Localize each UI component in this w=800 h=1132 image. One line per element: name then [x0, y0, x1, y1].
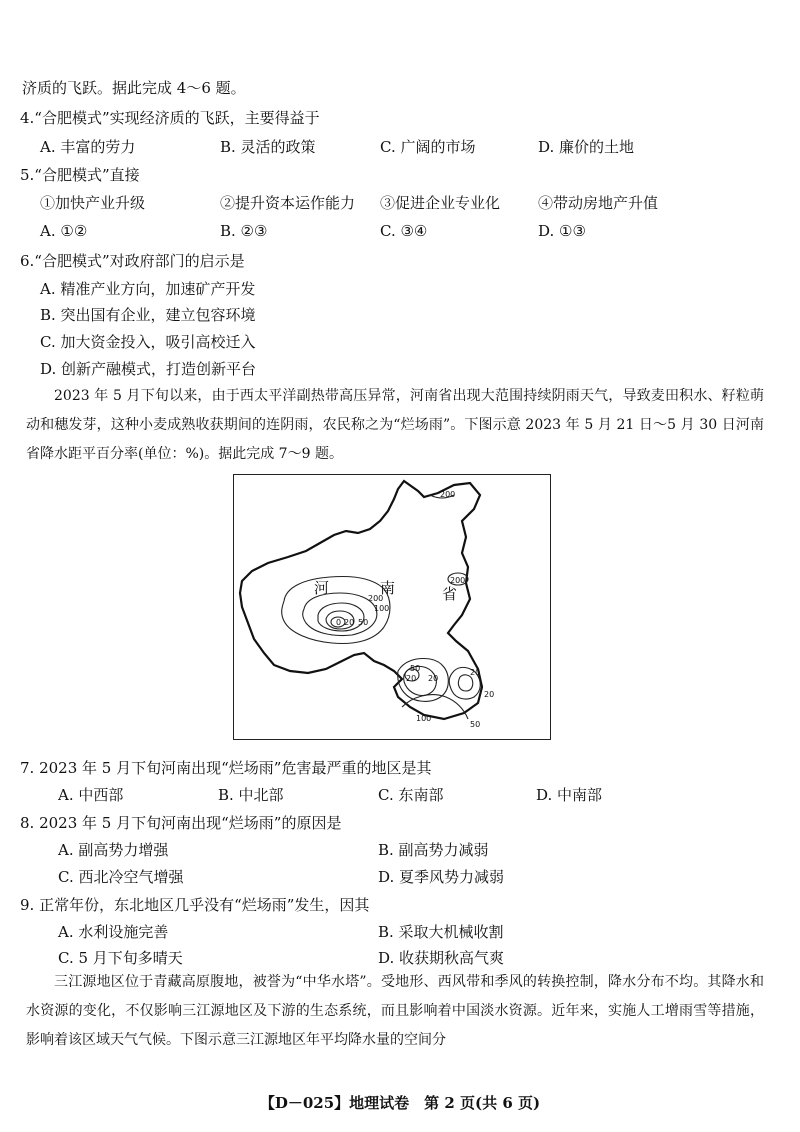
q5-option-a: A. ①② [40, 222, 88, 240]
q4-option-b: B. 灵活的政策 [220, 138, 316, 156]
q5-option-c: C. ③④ [380, 222, 428, 240]
question-5-stem: 5.“合肥模式”直接 [20, 166, 140, 184]
q9-option-d: D. 收获期秋高气爽 [378, 949, 505, 967]
question-4-stem: 4.“合肥模式”实现经济质的飞跃，主要得益于 [20, 109, 320, 127]
q8-option-c: C. 西北冷空气增强 [58, 868, 184, 886]
contour-label: 20 [344, 618, 355, 627]
contour-label: 100 [374, 604, 390, 613]
q6-option-c: C. 加大资金投入，吸引高校迁入 [40, 333, 256, 351]
contour-label: 20 [428, 674, 439, 683]
q6-option-b: B. 突出国有企业，建立包容环境 [40, 306, 256, 324]
province-char-nan: 南 [380, 579, 396, 597]
passage-lanchangyu: 2023 年 5 月下旬以来，由于西太平洋副热带高压异常，河南省出现大范围持续阴雨天气，导致麦田积水、籽粒萌动和穗发芽，这种小麦成熟收获期间的连阴雨，农民称之为“烂场雨”。下图示意 2023 年 5 月 21 日～5 月 30 日河南省降水距平百分率(单位：%)。据此完成 7～9 题。 [26, 388, 764, 462]
q8-option-d: D. 夏季风势力减弱 [378, 868, 505, 886]
province-char-sheng: 省 [442, 585, 458, 603]
q5-item-4: ④带动房地产升值 [538, 194, 659, 212]
contour-label: 50 [410, 664, 421, 673]
contour-label: 50 [470, 720, 481, 729]
q5-option-d: D. ①③ [538, 222, 586, 240]
q5-item-1: ①加快产业升级 [40, 194, 146, 212]
map-svg [234, 475, 550, 739]
q4-option-a: A. 丰富的劳力 [40, 138, 136, 156]
question-8-stem: 8. 2023 年 5 月下旬河南出现“烂场雨”的原因是 [20, 814, 342, 832]
contour-label: 20 [484, 690, 495, 699]
question-7-stem: 7. 2023 年 5 月下旬河南出现“烂场雨”危害最严重的地区是其 [20, 759, 432, 777]
q7-option-c: C. 东南部 [378, 786, 444, 804]
q7-option-b: B. 中北部 [218, 786, 284, 804]
contour-line [458, 675, 472, 691]
contour-label: 0 [336, 618, 342, 627]
q5-option-b: B. ②③ [220, 222, 268, 240]
contour-label: 50 [358, 618, 369, 627]
q4-option-d: D. 廉价的土地 [538, 138, 635, 156]
henan-precipitation-anomaly-map [233, 474, 551, 740]
contour-label: 200 [450, 576, 466, 585]
q6-option-d: D. 创新产融模式，打造创新平台 [40, 360, 257, 378]
contour-label: 200 [368, 594, 384, 603]
q8-option-a: A. 副高势力增强 [58, 841, 169, 859]
contour-label: 100 [416, 714, 432, 723]
question-6-stem: 6.“合肥模式”对政府部门的启示是 [20, 252, 245, 270]
intro-line: 济质的飞跃。据此完成 4～6 题。 [22, 79, 246, 97]
q7-option-d: D. 中南部 [536, 786, 603, 804]
contour-label: 20 [470, 668, 481, 677]
page-footer: 【D－025】地理试卷 第 2 页(共 6 页) [259, 1094, 541, 1112]
province-char-he: 河 [314, 579, 330, 597]
q9-option-b: B. 采取大机械收割 [378, 923, 504, 941]
contour-label: 200 [440, 490, 456, 499]
q9-option-c: C. 5 月下旬多晴天 [58, 949, 183, 967]
q6-option-a: A. 精准产业方向，加速矿产开发 [40, 280, 256, 298]
q5-item-3: ③促进企业专业化 [380, 194, 501, 212]
contour-label: 20 [406, 674, 417, 683]
question-9-stem: 9. 正常年份，东北地区几乎没有“烂场雨”发生，因其 [20, 896, 370, 914]
q4-option-c: C. 广阔的市场 [380, 138, 476, 156]
q8-option-b: B. 副高势力减弱 [378, 841, 489, 859]
q5-item-2: ②提升资本运作能力 [220, 194, 356, 212]
q7-option-a: A. 中西部 [58, 786, 124, 804]
q9-option-a: A. 水利设施完善 [58, 923, 169, 941]
passage-sanjiangyuan: 三江源地区位于青藏高原腹地，被誉为“中华水塔”。受地形、西风带和季风的转换控制，降水分布不均。其降水和水资源的变化，不仅影响三江源地区及下游的生态系统，而且影响着中国淡水资源。近年来，实施人工增雨雪等措施，影响着该区域天气气候。下图示意三江源地区年平均降水量的空间分 [26, 974, 764, 1048]
